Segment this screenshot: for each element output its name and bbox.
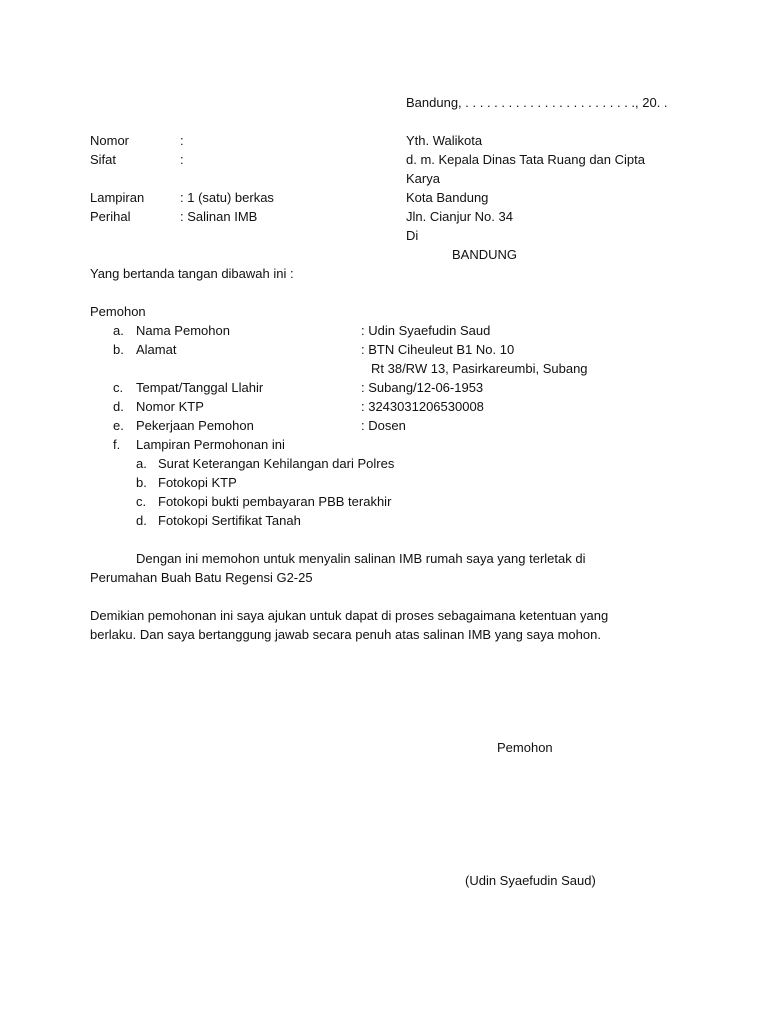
attachment-marker: b. bbox=[136, 475, 147, 490]
field-marker: d. bbox=[113, 399, 124, 414]
field-value-ktp: : 3243031206530008 bbox=[361, 399, 484, 414]
closing-paragraph-line-1: Demikian pemohonan ini saya ajukan untuk dapat di proses sebagaimana ketentuan yang bbox=[90, 608, 609, 623]
recipient-line-5: Jln. Cianjur No. 34 bbox=[406, 209, 513, 224]
field-marker: b. bbox=[113, 342, 124, 357]
pemohon-heading: Pemohon bbox=[90, 304, 146, 319]
perihal-value: : Salinan IMB bbox=[180, 209, 258, 224]
field-label-alamat: Alamat bbox=[136, 342, 177, 357]
field-label-ktp: Nomor KTP bbox=[136, 399, 204, 414]
lampiran-label: Lampiran bbox=[90, 190, 145, 205]
field-marker: e. bbox=[113, 418, 124, 433]
request-paragraph-line-1: Dengan ini memohon untuk menyalin salinan IMB rumah saya yang terletak di bbox=[136, 551, 586, 566]
field-label-lampiran: Lampiran Permohonan ini bbox=[136, 437, 285, 452]
recipient-city: BANDUNG bbox=[452, 247, 518, 262]
nomor-value: : bbox=[180, 133, 184, 148]
field-label-ttl: Tempat/Tanggal Llahir bbox=[136, 380, 264, 395]
request-paragraph-line-2: Perumahan Buah Batu Regensi G2-25 bbox=[90, 570, 313, 585]
attachment-marker: a. bbox=[136, 456, 147, 471]
recipient-line-4: Kota Bandung bbox=[406, 190, 489, 205]
place-date: Bandung, . . . . . . . . . . . . . . . . . . . . . . . ., 20. . bbox=[406, 95, 668, 110]
field-marker: f. bbox=[113, 437, 121, 452]
opening-line: Yang bertanda tangan dibawah ini : bbox=[90, 266, 294, 281]
attachment-marker: c. bbox=[136, 494, 147, 509]
signature-name: (Udin Syaefudin Saud) bbox=[465, 873, 596, 888]
field-value-alamat-line-2: Rt 38/RW 13, Pasirkareumbi, Subang bbox=[371, 361, 588, 376]
field-marker: a. bbox=[113, 323, 124, 338]
attachment-item: Fotokopi Sertifikat Tanah bbox=[158, 513, 301, 528]
recipient-line-1: Yth. Walikota bbox=[406, 133, 483, 148]
recipient-line-3: Karya bbox=[406, 171, 440, 186]
field-value-nama: : Udin Syaefudin Saud bbox=[361, 323, 491, 338]
sifat-label: Sifat bbox=[90, 152, 117, 167]
field-label-pekerjaan: Pekerjaan Pemohon bbox=[136, 418, 254, 433]
field-value-pekerjaan: : Dosen bbox=[361, 418, 406, 433]
signature-title: Pemohon bbox=[497, 740, 553, 755]
nomor-label: Nomor bbox=[90, 133, 130, 148]
lampiran-value: : 1 (satu) berkas bbox=[180, 190, 274, 205]
sifat-value: : bbox=[180, 152, 184, 167]
field-label-nama: Nama Pemohon bbox=[136, 323, 230, 338]
recipient-line-6: Di bbox=[406, 228, 419, 243]
field-marker: c. bbox=[113, 380, 124, 395]
attachment-item: Fotokopi KTP bbox=[158, 475, 237, 490]
attachment-marker: d. bbox=[136, 513, 147, 528]
attachment-item: Surat Keterangan Kehilangan dari Polres bbox=[158, 456, 395, 471]
field-value-ttl: : Subang/12-06-1953 bbox=[361, 380, 484, 395]
recipient-line-2: d. m. Kepala Dinas Tata Ruang dan Cipta bbox=[406, 152, 645, 167]
perihal-label: Perihal bbox=[90, 209, 131, 224]
field-value-alamat: : BTN Ciheuleut B1 No. 10 bbox=[361, 342, 515, 357]
closing-paragraph-line-2: berlaku. Dan saya bertanggung jawab secara penuh atas salinan IMB yang saya mohon. bbox=[90, 627, 601, 642]
attachment-item: Fotokopi bukti pembayaran PBB terakhir bbox=[158, 494, 392, 509]
